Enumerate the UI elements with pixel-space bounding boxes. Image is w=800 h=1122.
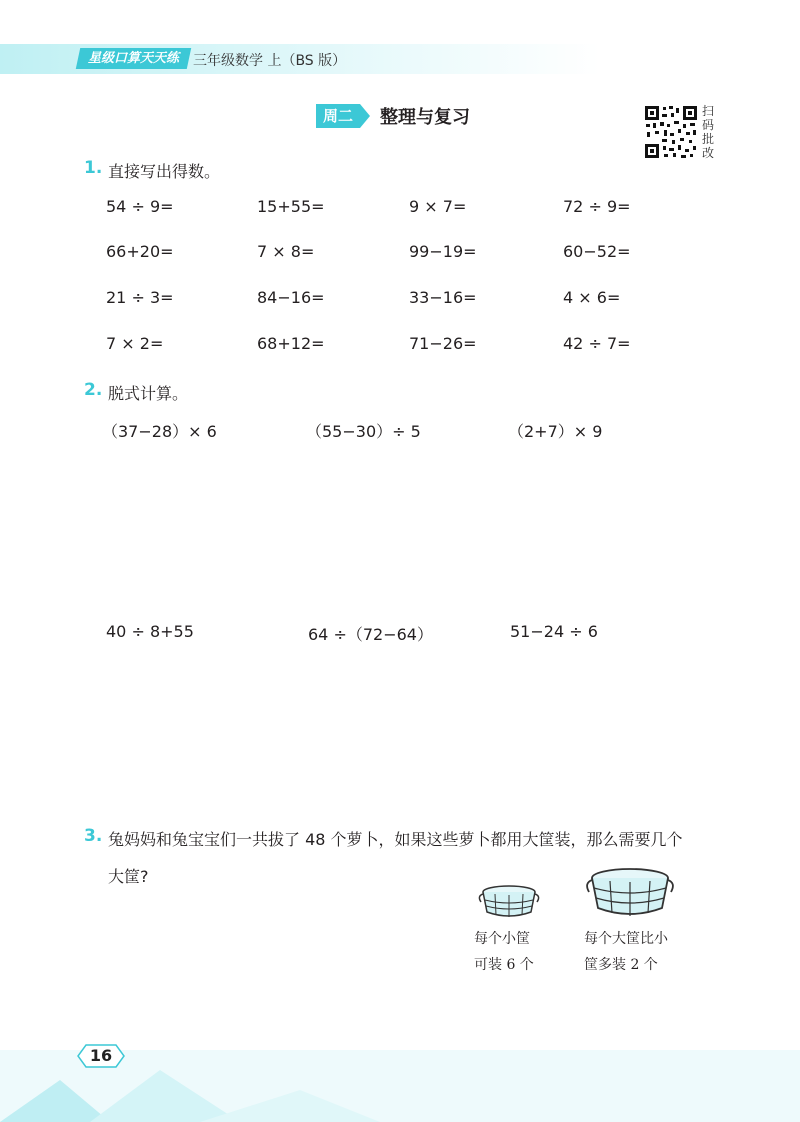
q3-line1: 兔妈妈和兔宝宝们一共拔了 48 个萝卜，如果这些萝卜都用大筐装，那么需要几个 bbox=[108, 830, 683, 849]
q1-expr: 54 ÷ 9= bbox=[106, 197, 174, 216]
q1-expr: 68+12= bbox=[257, 334, 325, 353]
q2-expr: （55−30）÷ 5 bbox=[306, 422, 421, 441]
q2-expr: 40 ÷ 8+55 bbox=[106, 622, 194, 641]
day-badge: 周二 bbox=[316, 104, 360, 128]
section-title: 整理与复习 bbox=[380, 107, 470, 128]
q3-line2: 大筐? bbox=[108, 867, 149, 886]
q2-expr: （2+7）× 9 bbox=[508, 422, 603, 441]
large-basket-caption: 每个大筐比小 筐多装 2 个 bbox=[584, 931, 668, 973]
brand-label: 星级口算天天练 bbox=[76, 48, 191, 69]
q1-expr: 9 × 7= bbox=[409, 197, 467, 216]
q1-expr: 84−16= bbox=[257, 288, 325, 307]
q1-expr: 33−16= bbox=[409, 288, 477, 307]
page-number: 16 bbox=[89, 1046, 113, 1065]
q1-expr: 66+20= bbox=[106, 242, 174, 261]
q1-expr: 72 ÷ 9= bbox=[563, 197, 631, 216]
q1-number: 1. bbox=[84, 158, 103, 178]
small-basket-icon bbox=[477, 884, 541, 920]
q1-prompt: 直接写出得数。 bbox=[108, 162, 221, 181]
q1-expr: 4 × 6= bbox=[563, 288, 621, 307]
q1-expr: 99−19= bbox=[409, 242, 477, 261]
small-basket-caption: 每个小筐 可装 6 个 bbox=[474, 931, 534, 973]
q2-expr: （37−28）× 6 bbox=[102, 422, 217, 441]
day-badge-arrow bbox=[360, 104, 370, 128]
q2-expr: 64 ÷（72−64） bbox=[308, 625, 433, 644]
q1-expr: 15+55= bbox=[257, 197, 325, 216]
q1-expr: 7 × 2= bbox=[106, 334, 164, 353]
q2-expr: 51−24 ÷ 6 bbox=[510, 622, 598, 641]
q1-expr: 71−26= bbox=[409, 334, 477, 353]
q1-expr: 60−52= bbox=[563, 242, 631, 261]
qr-label: 扫 码 批 改 bbox=[702, 104, 715, 160]
q3-number: 3. bbox=[84, 826, 103, 846]
qr-code-icon[interactable] bbox=[643, 104, 699, 160]
q1-expr: 7 × 8= bbox=[257, 242, 315, 261]
large-basket-icon bbox=[584, 866, 676, 920]
q1-expr: 21 ÷ 3= bbox=[106, 288, 174, 307]
q2-prompt: 脱式计算。 bbox=[108, 384, 189, 403]
q2-number: 2. bbox=[84, 380, 103, 400]
book-title: 三年级数学 上（BS 版） bbox=[193, 53, 347, 69]
q1-expr: 42 ÷ 7= bbox=[563, 334, 631, 353]
